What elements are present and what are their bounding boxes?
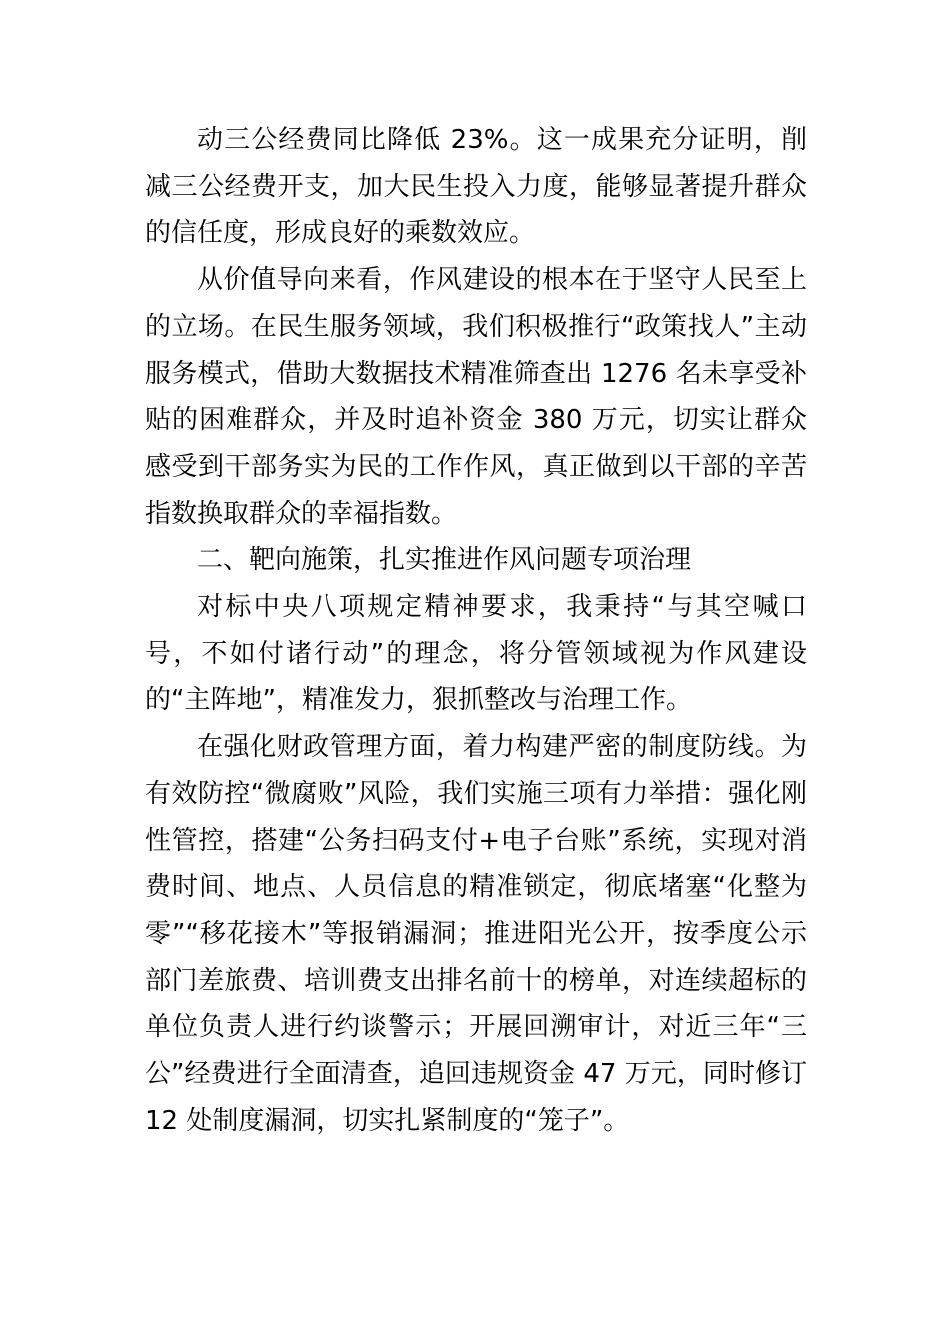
document-body xyxy=(145,117,807,1144)
section-heading: 二、靶向施策，扎实推进作风问题专项治理 xyxy=(197,545,692,576)
paragraph-financial-management: 在强化财政管理方面，着力构建严密的制度防线。为有效防控“微腐败”风险，我们实施三项有力举措：强化刚性管控，搭建“公务扫码支付+电子台账”系统，实现对消费时间、地点、人员信息的精准锁定，彻底堵塞“化整为零”“移花接木”等报销漏洞；推进阳光公开，按季度公示部门差旅费、培训费支出排名前十的榜单，对连续超标的单位负责人进行约谈警示；开展回溯审计，对近三年“三公”经费进行全面清查，追回违规资金 47 万元，同时修订 12 处制度漏洞，切实扎紧制度的“笼子”。 xyxy=(145,732,807,1136)
paragraph-continuation: 动三公经费同比降低 23%。这一成果充分证明，削减三公经费开支，加大民生投入力度，能够显著提升群众的信任度，形成良好的乘数效应。 xyxy=(145,125,807,249)
paragraph-eight-rules: 对标中央八项规定精神要求，我秉持“与其空喊口号，不如付诸行动”的理念，将分管领域视为作风建设的“主阵地”，精准发力，狠抓整改与治理工作。 xyxy=(145,592,807,716)
paragraph-value-orientation: 从价值导向来看，作风建设的根本在于坚守人民至上的立场。在民生服务领域，我们积极推行“政策找人”主动服务模式，借助大数据技术精准筛查出 1276 名未享受补贴的困难群众，并及时追补资金 380 万元，切实让群众感受到干部务实为民的工作作风，真正做到以干部的辛苦指数换取群众的幸福指数。 xyxy=(145,265,807,529)
